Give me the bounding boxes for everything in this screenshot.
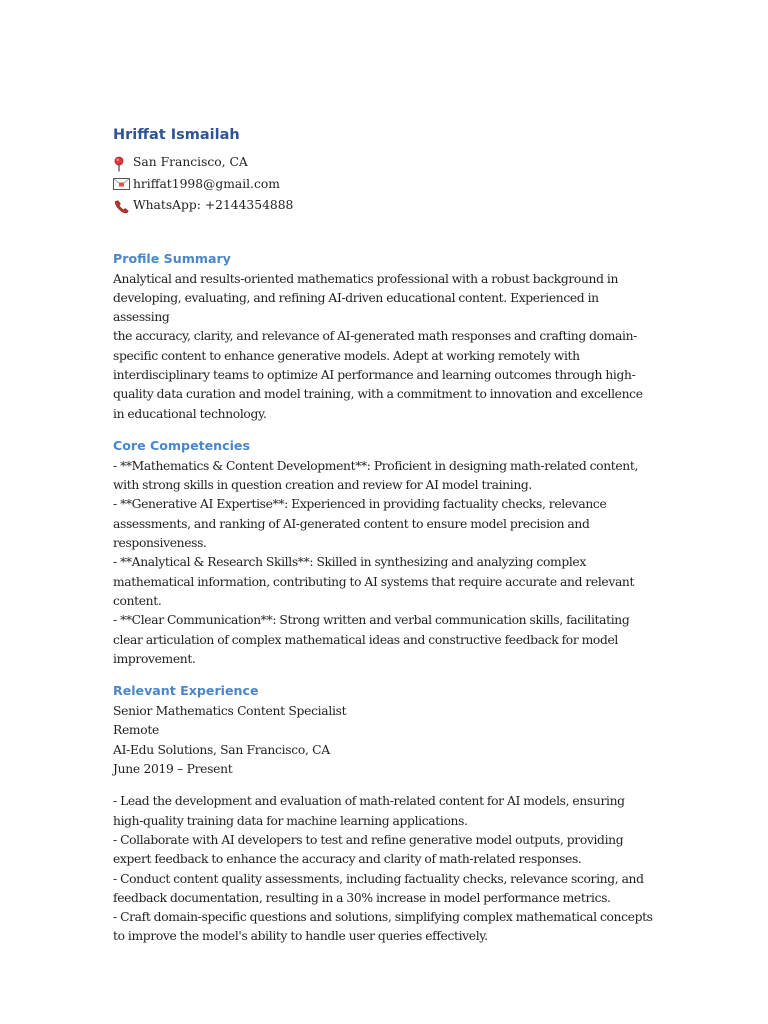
core-competencies-heading: Core Competencies [113, 437, 250, 453]
competency-line: clear articulation of complex mathematical ideas and constructive feedback for model [113, 632, 619, 647]
competency-line: - **Analytical & Research Skills**: Skilled in synthesizing and analyzing complex [113, 555, 586, 570]
competency-line: responsiveness. [113, 536, 207, 551]
responsibility-line: expert feedback to enhance the accuracy and clarity of math-related responses. [113, 852, 582, 867]
job-mode: Remote [113, 723, 160, 738]
responsibility-line: - Collaborate with AI developers to test and refine generative model outputs, providing [113, 832, 624, 847]
competency-line: with strong skills in question creation and review for AI model training. [113, 478, 532, 493]
profile-line: interdisciplinary teams to optimize AI performance and learning outcomes through high- [113, 367, 636, 382]
profile-summary-heading: Profile Summary [113, 250, 231, 266]
candidate-name: Hriffat Ismailah [113, 127, 240, 143]
job-company: AI-Edu Solutions, San Francisco, CA [113, 742, 330, 757]
profile-line: quality data curation and model training, with a commitment to innovation and excellence [113, 387, 643, 402]
competency-line: mathematical information, contributing to AI systems that require accurate and relevant [113, 574, 635, 589]
competency-line: content. [113, 593, 162, 608]
email-link[interactable]: hriffat1998@gmail.com [133, 176, 280, 191]
responsibility-line: to improve the model's ability to handle user queries effectively. [113, 929, 488, 944]
location-line [113, 152, 658, 174]
competency-line: - **Mathematics & Content Development**: Proficient in designing math-related content, [113, 458, 638, 473]
core-competencies-text [113, 457, 658, 669]
competency-line: - **Clear Communication**: Strong written and verbal communication skills, facilitating [113, 613, 630, 628]
responsibility-line: high-quality training data for machine learning applications. [113, 813, 468, 828]
responsibility-line: - Craft domain-specific questions and solutions, simplifying complex mathematical concepts [113, 910, 653, 925]
profile-line: in educational technology. [113, 406, 267, 421]
profile-summary-text [113, 270, 658, 424]
phone-text: WhatsApp: +2144354888 [133, 198, 294, 212]
resume-page [113, 126, 658, 947]
envelope-icon [113, 176, 133, 192]
email-line [113, 174, 658, 196]
phone-icon [113, 198, 133, 214]
phone-line [113, 195, 658, 217]
responsibility-line: feedback documentation, resulting in a 30% increase in model performance metrics. [113, 890, 611, 905]
profile-line: the accuracy, clarity, and relevance of AI-generated math responses and crafting domain- [113, 329, 637, 344]
location-text: San Francisco, CA [133, 155, 248, 169]
competency-line: improvement. [113, 651, 196, 666]
competency-line: assessments, and ranking of AI-generated content to ensure model precision and [113, 516, 590, 531]
responsibility-line: - Lead the development and evaluation of math-related content for AI models, ensuring [113, 794, 625, 809]
job-responsibilities [113, 792, 658, 946]
responsibility-line: - Conduct content quality assessments, including factuality checks, relevance scoring, and [113, 871, 644, 886]
profile-line: specific content to enhance generative models. Adept at working remotely with [113, 348, 580, 363]
relevant-experience-heading: Relevant Experience [113, 683, 259, 699]
competency-line: - **Generative AI Expertise**: Experienced in providing factuality checks, relevance [113, 497, 607, 512]
job-title: Senior Mathematics Content Specialist [113, 704, 347, 719]
pin-icon [113, 155, 133, 171]
profile-line: Analytical and results-oriented mathematics professional with a robust background in [113, 271, 619, 286]
job-dates: June 2019 – Present [113, 762, 233, 777]
profile-line: developing, evaluating, and refining AI-driven educational content. Experienced in assessing [113, 290, 599, 325]
job-details [113, 702, 658, 779]
